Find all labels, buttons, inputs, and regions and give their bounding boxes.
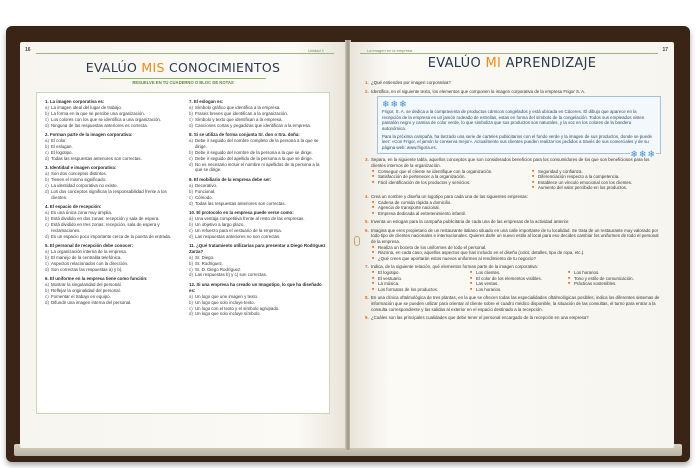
question-text: 3. Identidad e imagen corporativa: <box>45 165 117 171</box>
header-rule <box>360 53 658 54</box>
option-text: Símbolo gráfico que identifica a la empresa. <box>195 104 281 110</box>
option-text: Difundir una imagen interna del personal. <box>51 299 132 305</box>
quiz-column-left <box>45 99 183 309</box>
element-item: ■ El logotipo. <box>371 270 465 276</box>
page-title <box>350 56 674 71</box>
concept-item: ■ Diferenciación respecto a la competencia. <box>531 174 661 180</box>
task-item: ■ Realiza un boceto de los uniformes de todo el personal. <box>371 245 661 251</box>
concept-item: ■ Seguridad y confianza. <box>531 169 661 175</box>
header-rule <box>36 53 334 54</box>
element-item: ■ Los clientes. <box>469 270 563 276</box>
activity-5: 5. Inventa un eslogan para la campaña publicitaria de cada una de las empresas de la actividad anterior. <box>365 219 570 225</box>
question-text: 2. Forman parte de la imagen corporativa: <box>45 132 133 138</box>
option-letter: d) <box>45 266 49 272</box>
answer-option <box>45 222 183 234</box>
option-letter: d) <box>45 299 49 305</box>
snowflake-icon: ❄❄❄ <box>382 99 408 110</box>
question-text: 4. El espacio de recepción: <box>45 204 102 209</box>
option-letter: d) <box>189 233 193 239</box>
option-letter: d) <box>189 200 193 206</box>
question-text: 9. El mobiliario de la empresa debe ser: <box>189 176 272 182</box>
option-letter: b) <box>189 149 193 155</box>
option-text: Los colores con los que se identifica a una organización. <box>51 116 162 122</box>
question-text: 11. ¿Qué tratamiento utilizarías para presentar a Diego Rodríguez Zarza? <box>189 242 326 254</box>
activity-9: 9. ¿Cuáles son las principales cualidades que debe tener el personal encargado de la recepción en una empresa? <box>365 315 589 321</box>
option-text: Cómodo. <box>195 194 213 200</box>
option-letter: c) <box>45 221 49 227</box>
answer-option <box>189 234 327 240</box>
option-letter: c) <box>45 293 49 299</box>
answer-option <box>45 156 183 162</box>
option-letter: d) <box>45 188 49 194</box>
option-letter: b) <box>45 254 49 260</box>
activity-1: 1. ¿Qué entiendes por imagen corporativa? <box>365 80 451 85</box>
option-letter: c) <box>189 305 193 311</box>
task-item: ■ Razona, en cada caso, aquellos aspectos que has incluido en el diseño (color, detalles, tipo de ropa, etc.). <box>371 250 661 256</box>
option-letter: a) <box>45 209 49 215</box>
activity-text: Separa, en la siguiente tabla, aquellos conceptos que son considerados beneficios para los consumidores de los que son beneficiosos para los clientes internos de la organización. <box>371 157 650 168</box>
option-text: El manejo de la centralita telefónica. <box>51 254 122 260</box>
activity-3: 3. Separa, en la siguiente tabla, aquellos conceptos que son considerados beneficios para los consumidores de los que son beneficiosos para los clientes internos de la organización. ■ Conseguir que el cliente se identifique con la organización. ■ Seguridad y confianza. ■ Satisfacción de pertenecer a la organización. ■ Diferenciación respecto a la competencia. ■ Fácil identificación de los productos y servicios. ■ Establece un vínculo emocional con los clientes. ■ Aumento del valor percibido en los productos. <box>365 157 661 191</box>
option-text: La imagen ideal del lugar de trabajo. <box>51 104 123 110</box>
option-letter: a) <box>45 281 49 287</box>
option-letter: a) <box>189 137 193 143</box>
option-text: Aspectos relacionados con la dirección. <box>51 260 129 266</box>
option-text: Mostrar la singularidad del personal. <box>51 281 122 287</box>
quiz-column-right <box>189 99 327 321</box>
element-item: ■ Los horarios. <box>567 270 661 276</box>
answer-option <box>45 300 183 306</box>
title-word: EVALÚO <box>85 60 138 75</box>
concept-item: ■ Establece un vínculo emocional con los clientes. <box>531 180 661 186</box>
activity-text: Identifica, en el siguiente texto, los elementos que componen la imagen corporativa de la empresa Frigor S. A. <box>371 88 586 94</box>
option-text: Un logo que une imagen y texto. <box>195 293 259 299</box>
activity-text: Indica, de la siguiente relación, qué elementos forman parte de la imagen corporativa: <box>371 264 538 270</box>
option-letter: c) <box>45 149 49 155</box>
title-highlight: MI <box>485 56 502 71</box>
question-text: 8. Si se utiliza de forma conjunta Sr. don o Sra. doña: <box>189 132 300 138</box>
option-text: Debe ir seguido del nombre de la persona a la que se dirige. <box>195 149 313 155</box>
option-letter: d) <box>45 155 49 161</box>
quiz-question <box>45 165 183 200</box>
question-text: 12. Si una empresa ha creado un Imagotipo, lo que ha diseñado es: <box>189 281 322 293</box>
option-letter: b) <box>45 110 49 116</box>
title-highlight: MIS <box>141 60 165 75</box>
option-letter: a) <box>45 248 49 254</box>
element-item <box>567 287 661 293</box>
quiz-panel <box>36 92 330 414</box>
option-letter: c) <box>45 182 49 188</box>
answer-option <box>189 311 327 317</box>
option-letter: c) <box>45 116 49 122</box>
elements-list <box>371 270 661 292</box>
case-text-box <box>377 96 661 159</box>
page-subtitle: RESUELVE EN TU CUADERNO O BLOC DE NOTAS <box>100 78 266 85</box>
company-item: ■ Agencia de transporte nacional. <box>371 205 661 211</box>
option-letter: d) <box>189 272 193 278</box>
activity-text: Crea un nombre y diseña un logotipo para cada una de las siguientes empresas: <box>371 193 528 199</box>
quiz-question <box>189 282 327 317</box>
answer-option <box>45 189 183 201</box>
answer-option <box>45 123 183 129</box>
concept-item: ■ Satisfacción de pertenecer a la organización. <box>371 174 527 180</box>
option-letter: b) <box>189 221 193 227</box>
option-letter: b) <box>189 188 193 194</box>
element-item: ■ Las ventas. <box>469 281 563 287</box>
question-text: 7. El eslogan es: <box>189 99 224 104</box>
option-letter: b) <box>189 299 193 305</box>
option-text: Está dividido en tres zonas: recepción, sala de espera y reclamaciones. <box>51 221 160 233</box>
option-text: Un logo que solo incluye texto. <box>195 299 255 305</box>
element-item: ■ Los formatos de los productos. <box>371 287 465 293</box>
option-text: Funcional. <box>195 188 216 194</box>
answer-option <box>189 272 327 278</box>
option-letter: a) <box>45 170 49 176</box>
option-letter: c) <box>45 260 49 266</box>
option-letter: a) <box>45 104 49 110</box>
option-text: Canciones cortas y pegadizas que identifican a la empresa. <box>195 122 311 128</box>
activity-text: Imagina que eres propietario de un restaurante italiano situado en una calle importante de tu localidad. Se trata de un restaurante muy valorado por todo tipo de clientes nacionales e internacionales. Quieres darle un nuevo estilo al local para eso decides cambiar los uniformes de todo el personal de la empresa. <box>371 227 659 245</box>
option-letter: b) <box>45 287 49 293</box>
option-letter: b) <box>189 260 193 266</box>
option-letter: b) <box>45 215 49 221</box>
option-letter: c) <box>189 266 193 272</box>
option-text: Debe ir seguido del apellido de la persona a la que se dirige. <box>195 155 313 161</box>
concept-item: ■ Aumento del valor percibido en los productos. <box>531 185 661 191</box>
option-text: Las respuestas anteriores no son correctas. <box>195 233 281 239</box>
element-item: ■ El vestuario. <box>371 276 465 282</box>
option-letter: c) <box>189 227 193 233</box>
option-letter: a) <box>189 182 193 188</box>
question-text: 6. El uniforme en la empresa tiene como función: <box>45 275 148 281</box>
activity-text: Inventa un eslogan para la campaña publicitaria de cada una de las empresas de la actividad anterior. <box>371 219 570 225</box>
option-text: La organización interna de la empresa. <box>51 248 127 254</box>
answer-option <box>45 234 183 240</box>
company-item: ■ Cadena de comida rápida a domicilio. <box>371 200 661 206</box>
page-number: 16 <box>25 47 31 53</box>
option-text: Decorativo. <box>195 182 218 188</box>
activity-2: 2. Identifica, en el siguiente texto, los elementos que componen la imagen corporativa de la empresa Frigor S. A. ❄❄❄ Frigor, S. A. se dedica a la compraventa de productos cárnicos congelados y está ubicada en Cáceres. El dibujo que aparece en la recepción de la empresa es un jamón rodeado de estrellas, estas en forma del símbolo de la congelación. Todos sus empleados visten pantalón negro y camisa de color verde, lo que simboliza que sus productos son naturales, y la voz en los colores de la bandera autonómica. Para la próxima campaña, ha lanzado una serie de carteles publicitarios con el fondo verde y la imagen de sus productos, donde se puede leer: «Con Frigor, el jamón lo conserva mejor». Actualmente sus clientes pueden realizar los pedidos a través de sus comerciales y de su página web: www.frigora.es. ❄❄❄ <box>365 89 661 155</box>
option-text: La forma en la que se percibe una organización. <box>51 110 145 116</box>
activities-list <box>365 80 661 324</box>
element-item: ■ Los horarios. <box>469 287 563 293</box>
option-text: Una ventaja competitiva frente al resto de las empresas. <box>195 215 305 221</box>
activity-text: En una clínica oftalmológica de tres plantas, en la que se ofrecen todas las especialidades oftalmológicas posibles, indica los diferentes sistemas de información que se pueden utilizar para orientar al cliente sobre el cuadro médico disponible, la situación de las consultas, el turno para entrar a la consulta correspondiente y las salidas al exterior en el espacio destinado a la recepción. <box>371 295 660 312</box>
option-letter: b) <box>45 143 49 149</box>
concept-item <box>371 185 527 191</box>
snowflake-icon: ❄❄❄ <box>630 148 656 159</box>
option-letter: a) <box>189 104 193 110</box>
element-item: ■ El color de los elementos visibles. <box>469 276 563 282</box>
option-text: Un logo que solo incluye símbolo. <box>195 311 261 317</box>
case-paragraph: Frigor, S. A. se dedica a la compraventa de productos cárnicos congelados y está ubicada en Cáceres. El dibujo que aparece en la recepción de la empresa es un jamón rodeado de estrellas, estas en forma del símbolo de la congelación. Todos sus empleados visten pantalón negro y camisa de color verde, lo que simboliza que sus productos son naturales, y la voz en los colores de la bandera autonómica. <box>382 109 645 131</box>
option-letter: c) <box>189 116 193 122</box>
question-text: 1. La imagen corporativa es: <box>45 99 105 104</box>
option-letter: a) <box>45 137 49 143</box>
option-text: Son dos conceptos distintos. <box>51 170 107 176</box>
option-letter: d) <box>189 122 193 128</box>
question-text: 5. El personal de recepción debe conocer: <box>45 242 134 248</box>
quiz-question <box>189 243 327 278</box>
quiz-question <box>189 99 327 129</box>
activity-4: 4. Crea un nombre y diseña un logotipo para cada una de las siguientes empresas: ■ Cadena de comida rápida a domicilio. ■ Agencia de transporte nacional. ■ Empresa dedicada al entretenimiento infantil. <box>365 194 661 216</box>
option-letter: a) <box>189 293 193 299</box>
concept-item: ■ Fácil identificación de los productos y servicios. <box>371 180 527 186</box>
companies-list <box>371 200 661 217</box>
answer-option <box>189 123 327 129</box>
quiz-question <box>45 276 183 306</box>
option-letter: a) <box>189 215 193 221</box>
option-text: Sr. Rodríguez. <box>195 260 224 266</box>
option-text: Un refuerzo para el vestuario de la empresa. <box>195 227 282 233</box>
question-text: 10. El protocolo en la empresa puede verse como: <box>189 209 294 215</box>
option-text: Un logo con el texto y el símbolo agrupado. <box>195 305 280 311</box>
element-item: ■ Tono y estilo de comunicación. <box>567 276 661 282</box>
option-text: Fomentar el trabajo en equipo. <box>51 293 111 299</box>
activity-6: 6. Imagina que eres propietario de un restaurante italiano situado en una calle importante de tu localidad. Se trata de un restaurante muy valorado por todo tipo de clientes nacionales e internacionales. Quieres darle un nuevo estilo al local para eso decides cambiar los uniformes de todo el personal de la empresa. ■ Realiza un boceto de los uniformes de todo el personal. ■ Razona, en cada caso, aquellos aspectos que has incluido en el diseño (color, detalles, tipo de ropa, etc.). ■ ¿Qué crees que aportarán estos nuevos uniformes al rendimiento de tu negocio? <box>365 228 661 262</box>
quiz-question <box>45 132 183 162</box>
option-letter: c) <box>189 194 193 200</box>
activity-8: 8. En una clínica oftalmológica de tres plantas, en la que se ofrecen todas las especialidades oftalmológicas posibles, indica los diferentes sistemas de información que se pueden utilizar para orientar al cliente sobre el cuadro médico disponible, la situación de las consultas, el turno para entrar a la consulta correspondiente y las salidas al exterior en el espacio destinado a la recepción. <box>365 295 660 312</box>
option-text: Reflejar la originalidad del personal. <box>51 287 121 293</box>
option-text: Son correctas las respuestas a) y b). <box>51 266 123 272</box>
option-text: Ninguna de las respuestas anteriores es correcta. <box>51 122 148 128</box>
activity-text: ¿Qué entiendes por imagen corporativa? <box>371 80 451 85</box>
page-title <box>20 60 346 75</box>
option-text: El eslogan. <box>51 143 73 149</box>
title-word: EVALÚO <box>427 56 482 71</box>
title-word: APRENDIZAJE <box>505 56 597 71</box>
task-item: ■ ¿Qué crees que aportarán estos nuevos uniformes al rendimiento de tu negocio? <box>371 256 661 262</box>
quiz-question <box>189 210 327 240</box>
concept-item: ■ Conseguir que el cliente se identifique con la organización. <box>371 169 527 175</box>
option-text: El logotipo. <box>51 149 73 155</box>
tasks-list <box>371 245 661 256</box>
activity-7: 7. Indica, de la siguiente relación, qué elementos forman parte de la imagen corporativa: ■ El logotipo. ■ Los clientes. ■ Los horarios. ■ El vestuario. ■ El color de los elementos visibles. ■ Tono y estilo de comunicación. ■ La música. ■ Las ventas. ■ Prácticas sostenibles. ■ Los formatos de los productos. ■ Los horarios. <box>365 264 661 292</box>
option-text: Todas las respuestas anteriores son correctas. <box>195 200 286 206</box>
quiz-question <box>189 177 327 207</box>
running-head: Unidad 1 <box>308 48 325 53</box>
quiz-question <box>189 132 327 173</box>
company-item: ■ Empresa dedicada al entretenimiento infantil. <box>371 211 661 217</box>
option-text: El color. <box>51 137 67 143</box>
option-letter: b) <box>45 176 49 182</box>
case-paragraph: Para la próxima campaña, ha lanzado una serie de carteles publicitarios con el fondo verde y la imagen de sus productos, donde se puede leer: «Con Frigor, el jamón lo conserva mejor». Actualmente sus clientes pueden realizar los pedidos a través de sus comerciales y de su página web: www.frigora.es. <box>382 133 652 150</box>
element-item: ■ Prácticas sostenibles. <box>567 281 661 287</box>
option-text: Está dividido en dos zonas: recepción y sala de espera. <box>51 215 160 221</box>
option-text: La identidad corporativa no existe. <box>51 182 118 188</box>
option-text: Símbolo y texto que identifican a la empresa. <box>195 116 283 122</box>
option-letter: d) <box>45 233 49 239</box>
concepts-list <box>371 169 661 191</box>
page-number: 17 <box>662 47 668 53</box>
option-text: Todas las respuestas anteriores son correctas. <box>51 155 142 161</box>
quiz-question <box>45 99 183 129</box>
answer-option <box>189 138 327 150</box>
right-page <box>350 42 674 448</box>
answer-option <box>189 162 327 174</box>
left-page <box>20 42 346 448</box>
option-text: Tienen el mismo significado. <box>51 176 107 182</box>
option-letter: d) <box>45 122 49 128</box>
running-head: La imagen en la empresa <box>367 48 413 53</box>
quiz-question <box>45 204 183 239</box>
title-word: CONOCIMIENTOS <box>169 60 281 75</box>
option-text: Sr. D. Diego Rodríguez. <box>195 266 242 272</box>
quiz-question <box>45 243 183 273</box>
option-text: Las respuestas b) y c) son correctas. <box>195 272 267 278</box>
option-text: Los dos conceptos significan la responsabilidad frente a los clientes. <box>51 188 167 200</box>
option-text: Es una única zona muy amplia. <box>51 209 113 215</box>
option-text: Sr. Diego. <box>195 254 215 260</box>
option-text: Frases breves que identifican a la organización. <box>195 110 288 116</box>
option-text: Un objetivo a largo plazo. <box>195 221 245 227</box>
activity-text: ¿Cuáles son las principales cualidades que debe tener el personal encargado de la recepción en una empresa? <box>371 315 589 321</box>
option-letter: d) <box>189 161 193 167</box>
option-letter: a) <box>189 254 193 260</box>
answer-option <box>189 201 327 207</box>
answer-option <box>45 267 183 273</box>
element-item: ■ La música. <box>371 281 465 287</box>
option-text: No es necesario incluir el nombre ni apellidos de la persona a la que se dirige. <box>195 161 320 173</box>
option-text: Es un espacio poco importante cerca de la puerta de entrada. <box>51 233 172 239</box>
option-text: Debe ir seguido del nombre completo de la persona a la que se dirige. <box>195 137 319 149</box>
ribbon-bookmark-icon <box>354 236 360 246</box>
option-letter: b) <box>189 110 193 116</box>
option-letter: c) <box>189 155 193 161</box>
option-letter: d) <box>189 311 193 317</box>
